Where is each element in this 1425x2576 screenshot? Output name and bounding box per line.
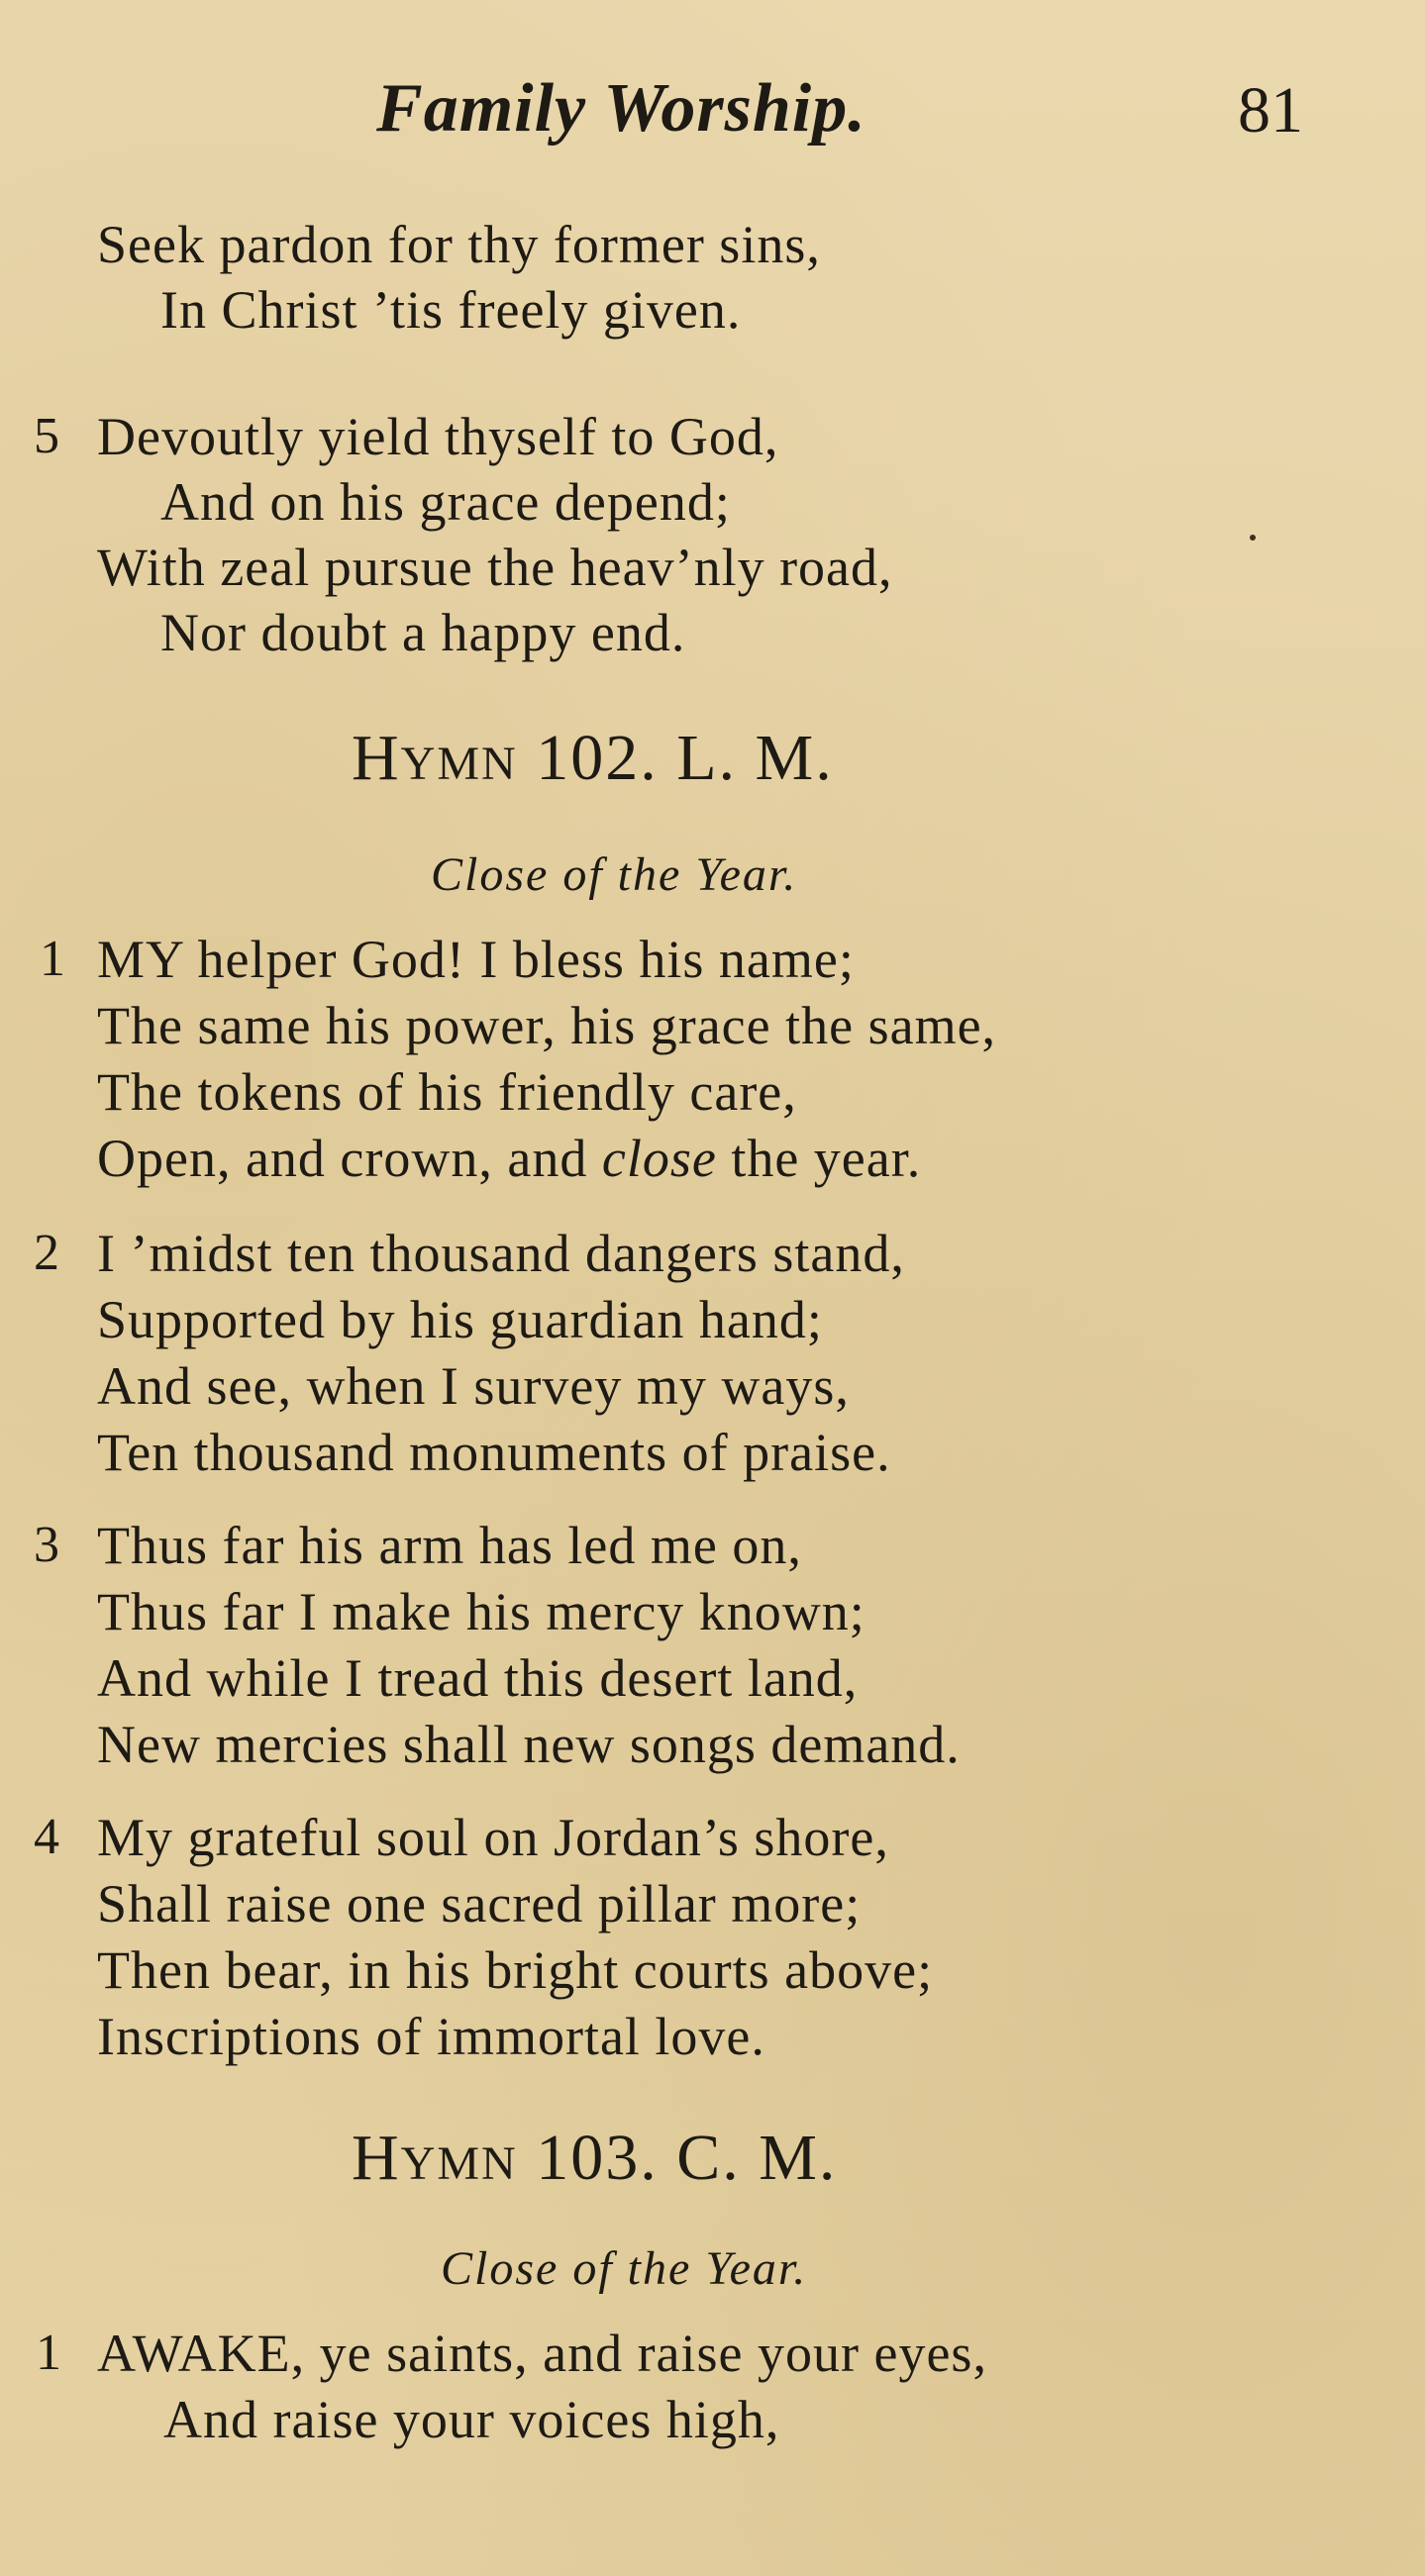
verse-line: With zeal pursue the heav’nly road, (97, 538, 893, 597)
verse-line: MY helper God! I bless his name; (97, 930, 855, 989)
verse-number: 2 (34, 1225, 59, 1281)
verse-line: And see, when I survey my ways, (97, 1356, 850, 1416)
hymn-subtitle: Close of the Year. (441, 2242, 808, 2295)
hymn-subtitle: Close of the Year. (431, 848, 798, 901)
verse-line: Thus far I make his mercy known; (97, 1582, 865, 1641)
verse-line: Nor doubt a happy end. (160, 603, 686, 662)
ink-speck (1250, 535, 1256, 541)
hymn-title: HYMN 103. C. M. (352, 2122, 838, 2194)
verse-line: AWAKE, ye saints, and raise your eyes, (97, 2324, 987, 2383)
verse-line: The same his power, his grace the same, (97, 996, 997, 1055)
verse-line: Supported by his guardian hand; (97, 1290, 823, 1349)
verse-line: And while I tread this desert land, (97, 1648, 859, 1708)
verse-line: Shall raise one sacred pillar more; (97, 1874, 862, 1933)
verse-line: Thus far his arm has led me on, (97, 1516, 802, 1575)
verse-line: Seek pardon for thy former sins, (97, 215, 821, 274)
verse-number: 4 (34, 1809, 59, 1865)
verse-line: New mercies shall new songs demand. (97, 1715, 961, 1774)
running-header-title: Family Worship. (376, 70, 866, 147)
verse-line: Inscriptions of immortal love. (97, 2007, 765, 2066)
verse-line: Ten thousand monuments of praise. (97, 1423, 891, 1482)
verse-line: Devoutly yield thyself to God, (97, 407, 779, 466)
verse-line: Open, and crown, and close the year. (97, 1129, 922, 1188)
hymn-title: HYMN 102. L. M. (352, 722, 834, 794)
verse-line: I ’midst ten thousand dangers stand, (97, 1224, 905, 1283)
verse-number: 1 (40, 931, 65, 987)
verse-line: In Christ ’tis freely given. (160, 280, 742, 340)
verse-line: Then bear, in his bright courts above; (97, 1940, 934, 2000)
page-number: 81 (1238, 74, 1303, 147)
verse-line: The tokens of his friendly care, (97, 1062, 797, 1122)
verse-line: And on his grace depend; (160, 472, 731, 532)
verse-line: And raise your voices high, (163, 2390, 780, 2449)
verse-number: 5 (34, 408, 59, 464)
verse-number: 3 (34, 1517, 59, 1573)
verse-number: 1 (36, 2325, 61, 2381)
verse-line: My grateful soul on Jordan’s shore, (97, 1808, 889, 1867)
